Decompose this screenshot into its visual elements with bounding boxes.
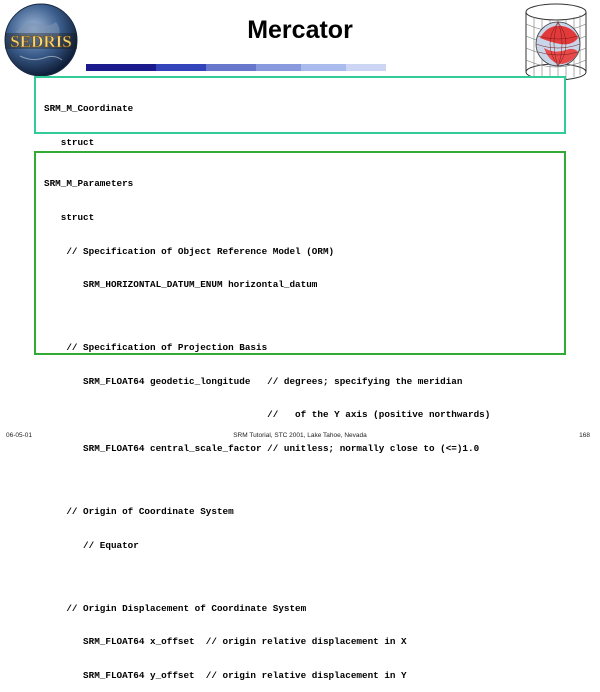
code-line: // Specification of Object Reference Model (ORM) (44, 245, 335, 257)
code-line: struct (44, 212, 95, 223)
code-line: SRM_HORIZONTAL_DATUM_ENUM horizontal_datum (44, 279, 318, 291)
code-line: SRM_FLOAT64 geodetic_longitude // degrees; specifying the meridian (44, 375, 463, 387)
page-number: 168 (579, 432, 590, 439)
footer-caption: SRM Tutorial, STC 2001, Lake Tahoe, Nevada (233, 432, 367, 439)
coordinate-struct-box (34, 76, 566, 148)
code-line: SRM_FLOAT64 central_scale_factor // unitless; normally close to (<=)1.0 (44, 442, 480, 454)
code-line: SRM_FLOAT64 y_offset // origin relative displacement in Y (44, 669, 407, 681)
code-line: // Equator (44, 539, 139, 551)
code-line: struct (44, 137, 95, 148)
code-line: SRM_M_Coordinate (44, 103, 134, 115)
code-line: SRM_FLOAT64 x_offset // origin relative displacement in X (44, 636, 407, 648)
svg-text:SEDRIS: SEDRIS (10, 32, 72, 51)
title-underline-bar (86, 64, 386, 71)
code-line: // Origin Displacement of Coordinate System (44, 602, 307, 614)
code-line: // Specification of Projection Basis (44, 342, 268, 354)
page-title: Mercator (247, 16, 353, 44)
code-line: // Origin of Coordinate System (44, 505, 234, 517)
code-line: // of the Y axis (positive northwards) (44, 409, 491, 421)
code-line: SRM_M_Parameters (44, 178, 134, 190)
mercator-cylinder-icon (514, 2, 598, 82)
footer-date: 06-05-01 (6, 432, 33, 439)
